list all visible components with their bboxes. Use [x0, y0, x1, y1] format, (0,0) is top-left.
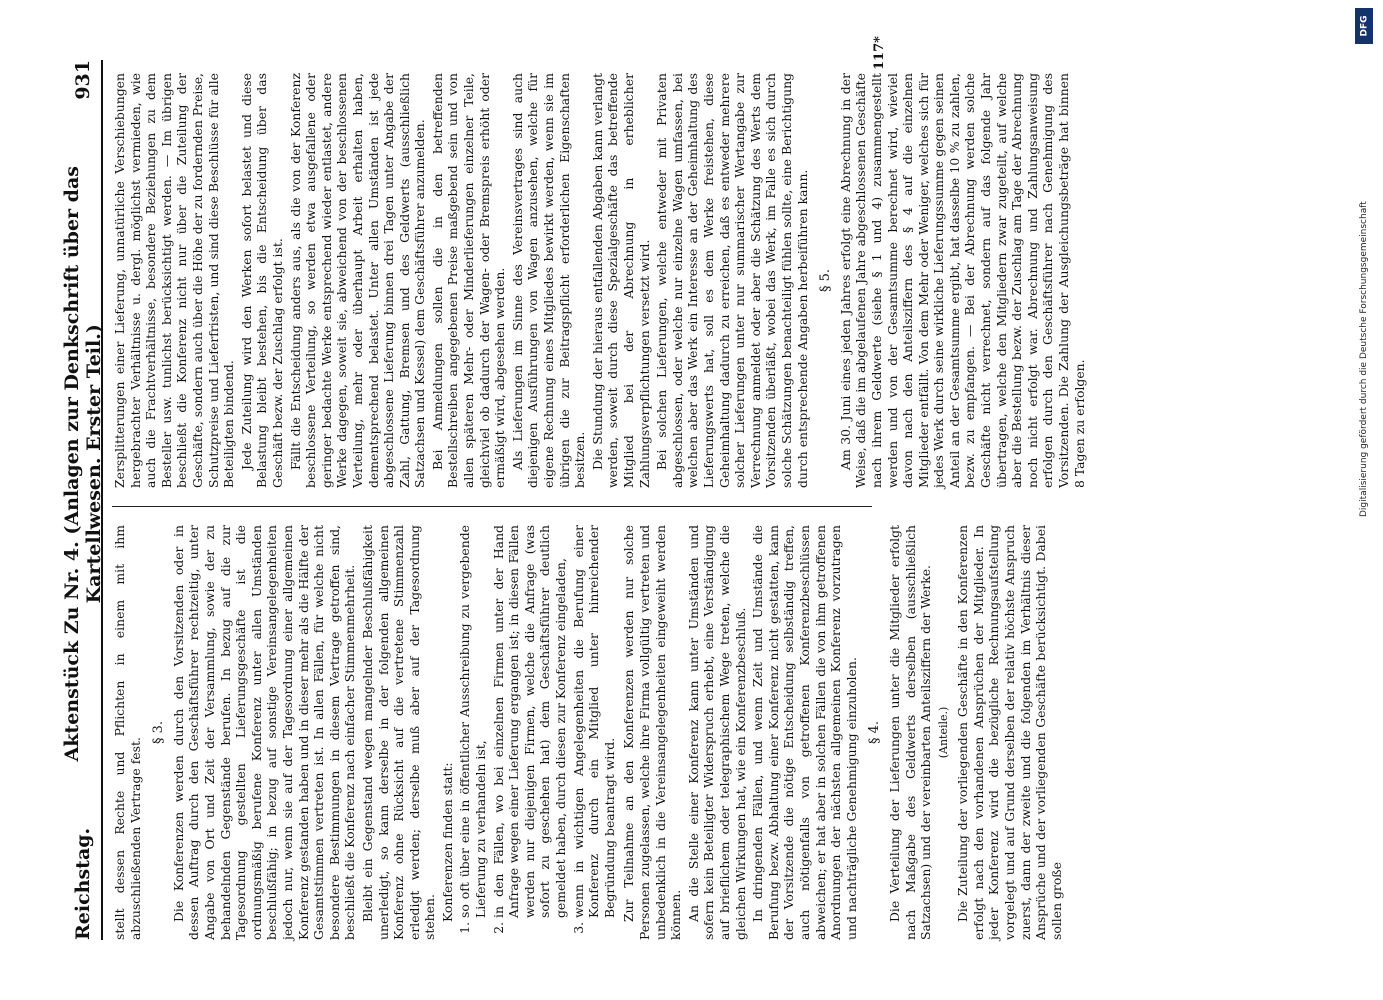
paragraph: Konferenzen finden statt:: [439, 762, 455, 922]
right-column: [112, 73, 1089, 488]
paragraph: Bleibt ein Gegenstand wegen mangelnder Beschlußfähigkeit unerledigt, so kann derselbe in der folgenden allgemeinen Konferenz ohne Rücksicht auf die vertretene Stimmenzahl erledigt werden; derselbe muß aber auf der Tagesordnung stehen.: [359, 525, 438, 940]
dfg-logo-icon: DFG: [1355, 8, 1373, 44]
paragraph: An die Stelle einer Konferenz kann unter Umständen und sofern kein Beteiligter Widerspruch erhebt, eine Verständigung auf brieflichem oder telegraphischem Wege treten, welche die gleichen Wirkungen hat, wie ein Konferenzbeschluß.: [685, 525, 748, 940]
column-divider: [112, 506, 872, 507]
page-number: 931: [72, 60, 94, 100]
paragraph: Jede Zuteilung wird den Werken sofort belastet und diese Belastung bleibt bestehen, bis die Entscheidung über das Geschäft bezw. der Zuschlag erfolgt ist.: [238, 73, 285, 488]
paragraph: Zersplitterungen einer Lieferung, unnatürliche Verschiebungen hergebrachter Verhältnisse u. dergl. möglichst vermieden, wie auch die Frachtverhältnisse, besondere Beziehungen zu dem Besteller usw. tunlichst berücksichtigt werden. — Im übrigen beschließt die Konferenz nicht nur über die Zuteilung der Geschäfte, sondern auch über die Höhe der zu fordernden Preise, Schutzpreise und Lieferfristen, und sind diese Beschlüsse für alle Beteiligten bindend.: [112, 73, 237, 488]
page-header: [61, 60, 105, 940]
subheading: (Anteile.): [936, 706, 950, 759]
paragraph: Die Verteilung der Lieferungen unter die Mitglieder erfolgt nach Maßgabe des Geldwerts derselben (ausschließlich Satzachsen) und der vereinbarten Anteilsziffern der Werke.: [886, 525, 934, 940]
paragraph: Bei Anmeldungen sollen die in den betreffenden Bestellschreiben angegebenen Preise maßgebend sein und von allen späteren Mehr- oder Minderlieferungen einzelner Teile, gleichviel ob dadurch der Wagen- oder Bremspreis erhöht oder ermäßigt wird, abgesehen werden.: [429, 73, 508, 488]
header-title: Aktenstück Zu Nr. 4. (Anlagen zur Denkschrift über das Kartellwesen. Erster Teil.): [61, 166, 105, 762]
list-item: 2. in den Fällen, wo bei einzelnen Firmen unter der Hand Anfrage wegen einer Lieferung ergangen ist; in diesen Fällen werden nur diejenigen Firmen, welche die Anfrage (was sofort zu geschehen hat) dem Geschäftsführer deutlich gemeldet haben, durch diesen zur Konferenz eingeladen,: [491, 525, 569, 918]
paragraph: Fällt die Entscheidung anders aus, als die von der Konferenz beschlossene Verteilung, so werden etwa ausgefallene oder geringer bedachte Werke entsprechend wieder entlastet, andere Werke dagegen, soweit sie, abweichend von der beschlossenen Verteilung, mehr oder überhaupt Arbeit erhalten haben, dementsprechend belastet. Unter allen Umständen ist jede abgeschlossene Lieferung binnen drei Tagen unter Angabe der Zahl, Gattung, Bremsen und des Geldwerts (ausschließlich Satzachsen und Kessel) dem Geschäftsführer anzumelden.: [287, 73, 428, 488]
funding-note: Digitalisierung gefördert durch die Deutsche Forschungsgemeinschaft: [1359, 201, 1369, 517]
list-item: 1. so oft über eine in öffentlicher Ausschreibung zu vergebende Lieferung zu verhandeln ist,: [457, 525, 488, 918]
paragraph: Als Lieferungen im Sinne des Vereinsvertrages sind auch diejenigen Ausführungen von Wagen anzusehen, welche für eigene Rechnung eines Mitgliedes bewirkt werden, wenn sie im übrigen die zur Beitragspflicht erforderlichen Eigenschaften besitzen.: [509, 73, 588, 488]
paragraph: Die Zuteilung der vorliegenden Geschäfte in den Konferenzen erfolgt nach den vorhandenen Ansprüchen der Mitglieder. In jeder Konferenz wird die bezügliche Rechnungsaufstellung vorgelegt und auf Grund derselben der relativ höchste Anspruch zuerst, dann der zweite und die folgenden im Verhältnis dieser Ansprüche und der vorliegenden Geschäfte berücksichtigt. Dabei sollen große: [955, 525, 1064, 940]
conference-list: [457, 525, 617, 940]
paragraph: Die Stundung der hieraus entfallenden Abgaben kann verlangt werden, soweit durch diese Spezialgeschäfte das betreffende Mitglied bei der Abrechnung in erheblicher Zahlungsverpflichtungen versetzt wird.: [589, 73, 652, 488]
list-item: 3. wenn in wichtigen Angelegenheiten die Berufung einer Konferenz durch ein Mitglied unter hinreichender Begründung beantragt wird.: [571, 525, 618, 918]
rotated-page: [30, 0, 1383, 1000]
paragraph: Am 30. Juni eines jeden Jahres erfolgt eine Abrechnung in der Weise, daß die im abgelaufenen Jahre abgeschlossenen Geschäfte nach ihrem Geldwerte (siehe § 1 und 4) zusammengestellt werden und von der Gesamtsumme berechnet wird, wieviel davon nach den Anteilsziffern des § 4 auf die einzelnen Mitglieder entfällt. Von dem Mehr oder Weniger, welches sich für jedes Werk durch seine wirkliche Lieferungssumme gegen seinen Anteil an der Gesamtsumme ergibt, hat dasselbe 10 % zu zahlen, bezw. zu empfangen. — Bei der Abrechnung werden solche Geschäfte nicht verrechnet, sondern auf das folgende Jahr übertragen, welche den Mitgliedern zwar zugeteilt, auf welche aber die Bestellung bezw. der Zuschlag am Tage der Abrechnung noch nicht erfolgt war. Abrechnung und Zahlungsanweisung erfolgen durch den Geschäftsführer nach Genehmigung des Vorsitzenden. Die Zahlung der Ausgleichungsbeträge hat binnen 8 Tagen zu erfolgen.: [837, 73, 1087, 488]
paragraph: Die Konferenzen werden durch den Vorsitzenden oder in dessen Auftrag durch den Geschäftsführer rechtzeitig, unter Angabe von Ort und Zeit der Versammlung, sowie der zu behandelnden Gegenstände berufen. In bezug auf die zur Tagesordnung gestellten Lieferungsgeschäfte ist die ordnungsmäßig berufene Konferenz unter allen Umständen beschlußfähig; in bezug auf sonstige Vereinsangelegenheiten jedoch nur, wenn sie auf der Tagesordnung einer allgemeinen Konferenz gestanden haben und in dieser mehr als die Hälfte der Gesamtstimmen vertreten ist. In allen Fällen, für welche nicht besondere Bestimmungen in diesem Vertrage getroffen sind, beschließt die Konferenz nach einfacher Stimmenmehrheit.: [170, 525, 358, 940]
paragraph: Zur Teilnahme an den Konferenzen werden nur solche Personen zugelassen, welche ihre Firma vollgültig vertreten und unbedenklich in die Vereinsangelegenheiten eingeweiht werden können.: [621, 525, 684, 940]
paragraph: Bei solchen Lieferungen, welche entweder mit Privaten abgeschlossen, oder welche nur einzelne Wagen umfassen, bei welchen aber das Werk ein Interesse an der Geheimhaltung des Lieferungswerts hat, soll es dem Werke freistehen, diese Geheimhaltung dadurch zu erreichen, daß es entweder mehrere solcher Lieferungen unter nur summarischer Wertangabe zur Verrechnung anmeldet oder aber die Schätzung des Werts dem Vorsitzenden überläßt, wobei das Werk, im Falle es sich durch solche Schätzungen benachteiligt fühlen sollte, eine Berichtigung durch entsprechende Angaben herbeiführen kann.: [654, 73, 810, 488]
paragraph: stellt dessen Rechte und Pflichten in einem mit ihm abzuschließenden Vertrage fest.: [112, 525, 143, 940]
section-heading: § 5.: [818, 268, 834, 293]
signature-mark: 117*: [872, 36, 887, 70]
header-left: Reichstag.: [72, 827, 94, 940]
section-heading: § 4.: [867, 720, 883, 745]
left-column: [112, 525, 1066, 940]
section-heading: § 3.: [151, 720, 167, 745]
paragraph: In dringenden Fällen, und wenn Zeit und Umstände die Berufung bezw. Abhaltung einer Konferenz nicht gestatten, kann der Vorsitzende die nötige Entscheidung selbständig treffen, auch nötigenfalls von getroffenen Konferenzbeschlüssen abweichen; er hat aber in solchen Fällen die von ihm getroffenen Anordnungen der nächsten allgemeinen Konferenz vorzutragen und nachträgliche Genehmigung einzuholen.: [750, 525, 859, 940]
